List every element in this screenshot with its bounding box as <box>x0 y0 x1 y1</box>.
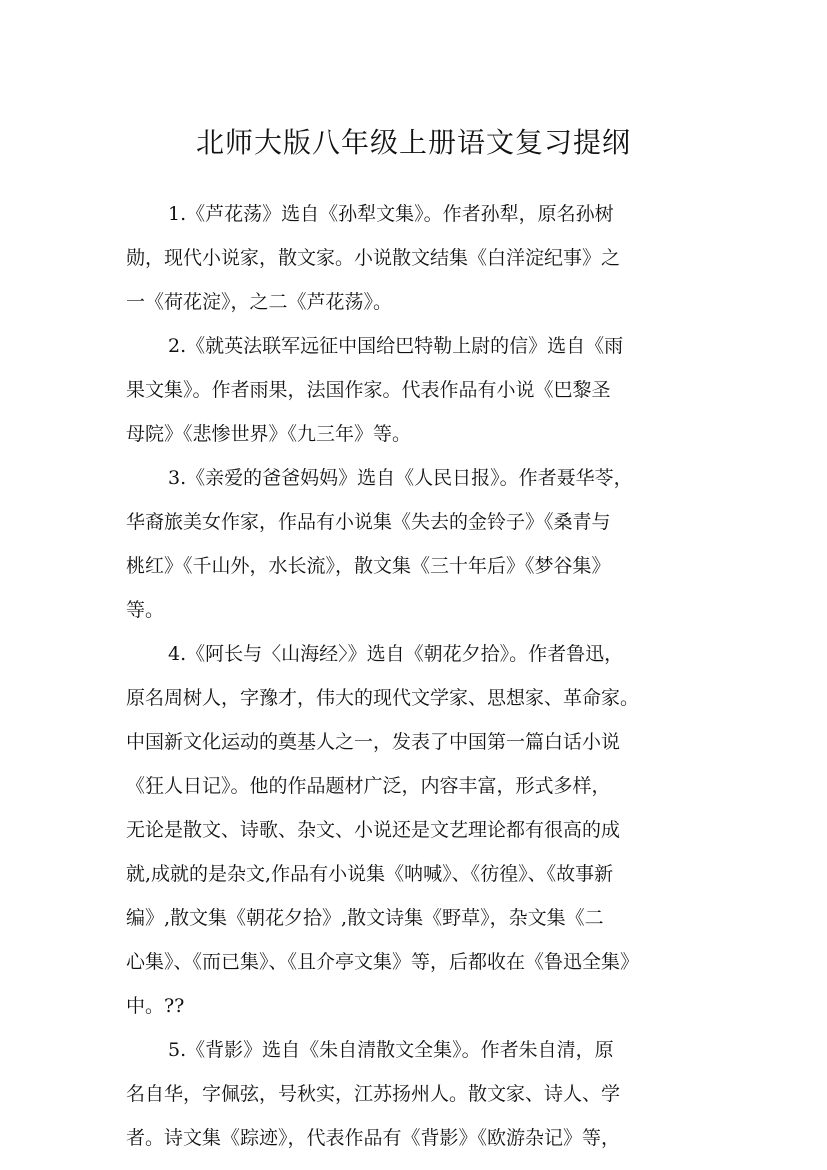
paragraph-line: 4.《阿长与〈山海经〉》选自《朝花夕拾》。作者鲁迅， <box>168 643 624 665</box>
paragraph-line: 中。?? <box>126 995 185 1017</box>
paragraph-line: 5.《背影》选自《朱自清散文全集》。作者朱自清，原 <box>168 1039 614 1061</box>
paragraph-line: 原名周树人，字豫才，伟大的现代文学家、思想家、革命家。 <box>126 687 640 709</box>
paragraph-line: 2.《就英法联军远征中国给巴特勒上尉的信》选自《雨 <box>168 335 624 357</box>
paragraph-line: 一《荷花淀》，之二《芦花荡》。 <box>126 291 393 313</box>
paragraph-line: 等。 <box>126 599 165 621</box>
paragraph-line: 果文集》。作者雨果，法国作家。代表作品有小说《巴黎圣 <box>126 379 611 401</box>
paragraph-line: 无论是散文、诗歌、杂文、小说还是文艺理论都有很高的成 <box>126 819 621 841</box>
paragraph-line: 华裔旅美女作家，作品有小说集《失去的金铃子》《桑青与 <box>126 511 611 533</box>
paragraph-line: 中国新文化运动的奠基人之一，发表了中国第一篇白话小说 <box>126 731 621 753</box>
paragraph-line: 者。诗文集《踪迹》，代表作品有《背影》《欧游杂记》等， <box>126 1127 621 1149</box>
paragraph-line: 《狂人日记》。他的作品题材广泛，内容丰富，形式多样， <box>126 775 611 797</box>
paragraph-line: 1.《芦花荡》选自《孙犁文集》。作者孙犁，原名孙树 <box>168 203 614 225</box>
document-body <box>126 192 706 1160</box>
paragraph-line: 名自华，字佩弦，号秋实，江苏扬州人。散文家、诗人、学 <box>126 1083 621 1105</box>
paragraph-line: 母院》《悲惨世界》《九三年》等。 <box>126 423 412 445</box>
paragraph-line: 3.《亲爱的爸爸妈妈》选自《人民日报》。作者聂华苓， <box>168 467 633 489</box>
paragraph-line: 桃红》《千山外，水长流》，散文集《三十年后》《梦谷集》 <box>126 555 611 577</box>
paragraph-line: 心集》、《而已集》、《且介亭文集》等，后都收在《鲁迅全集》 <box>126 951 640 973</box>
paragraph-line: 编》,散文集《朝花夕拾》,散文诗集《野草》，杂文集《二 <box>126 907 604 929</box>
paragraph-line: 就,成就的是杂文,作品有小说集《呐喊》、《彷徨》、《故事新 <box>126 863 614 885</box>
document-title: 北师大版八年级上册语文复习提纲 <box>195 125 631 159</box>
paragraph-line: 勋，现代小说家，散文家。小说散文结集《白洋淀纪事》之 <box>126 247 621 269</box>
